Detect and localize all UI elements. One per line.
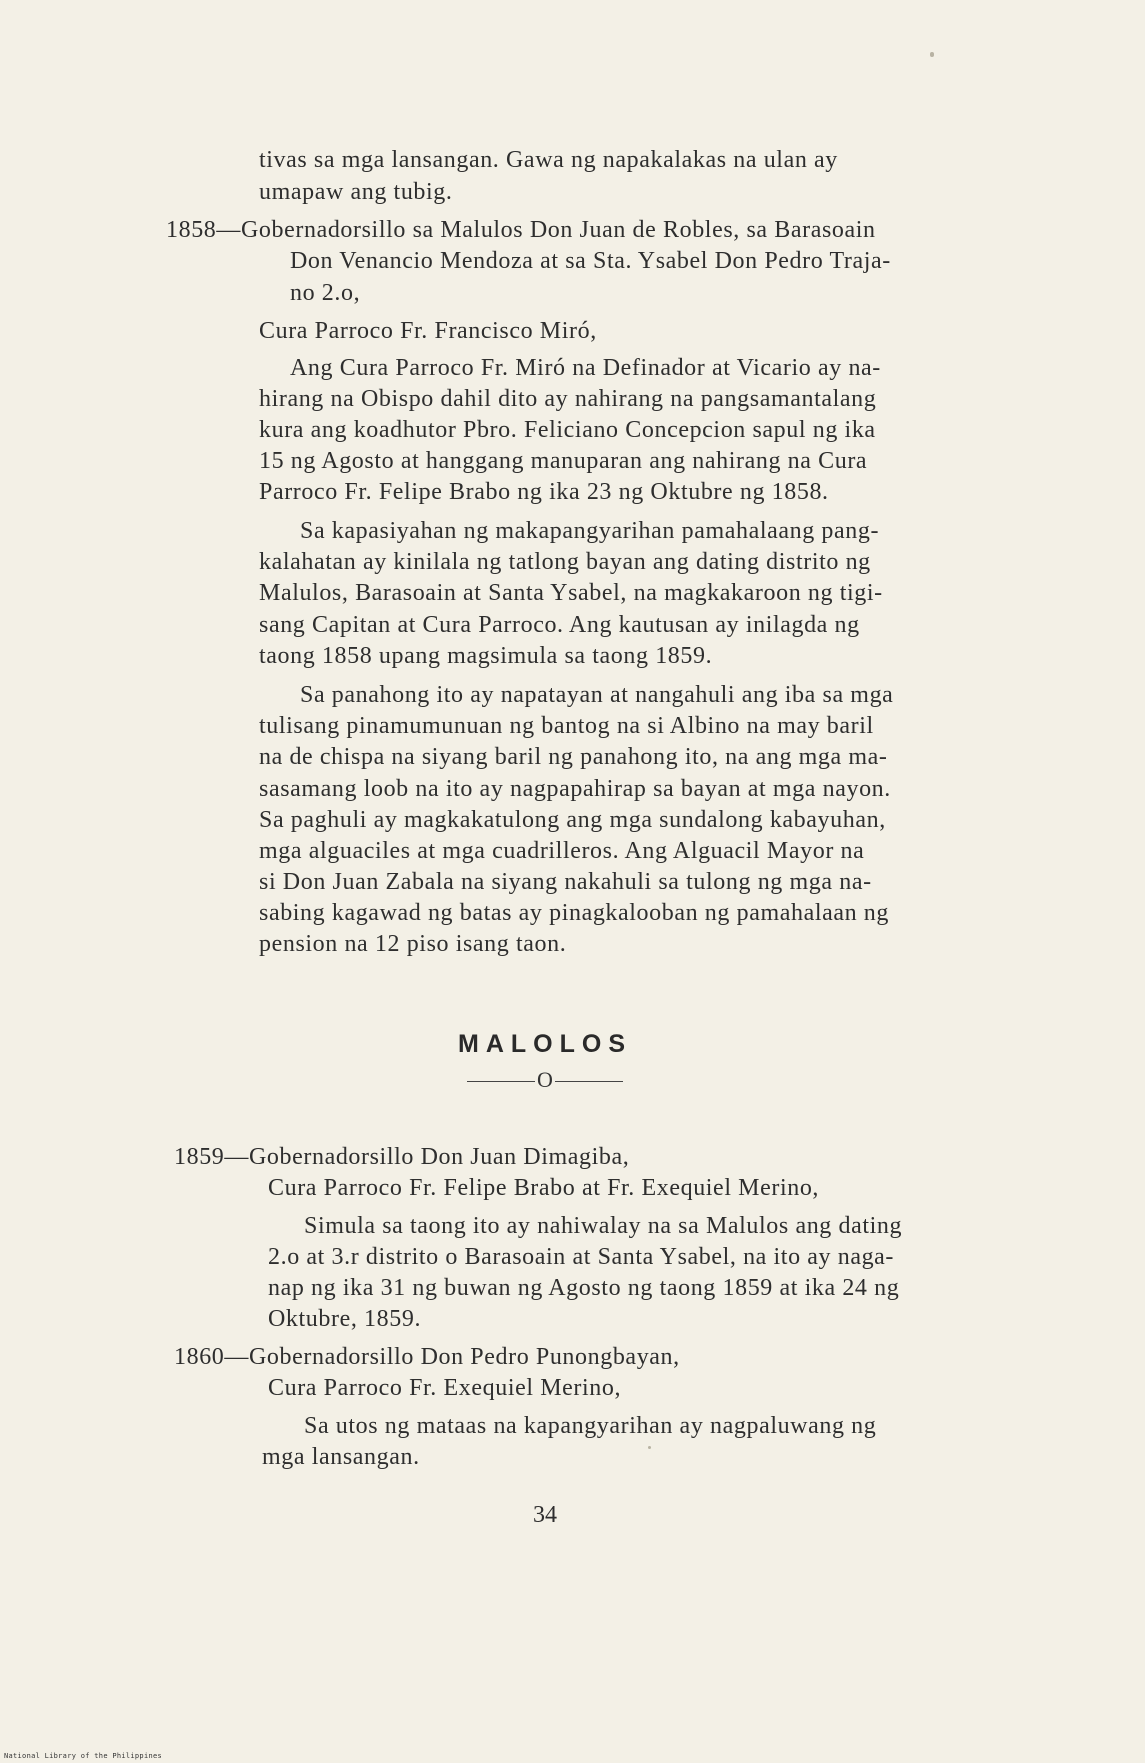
text-line: 15 ng Agosto at hanggang manuparan ang nahirang na Cura xyxy=(259,448,868,474)
text-line: no 2.o, xyxy=(290,280,361,306)
text-line: taong 1858 upang magsimula sa taong 1859. xyxy=(259,643,713,669)
text-line: mga alguaciles at mga cuadrilleros. Ang Alguacil Mayor na xyxy=(259,838,865,864)
paper-speck xyxy=(648,1446,651,1449)
text-line: hirang na Obispo dahil dito ay nahirang na pangsamantalang xyxy=(259,386,877,412)
year-entry-1860: 1860—Gobernadorsillo Don Pedro Punongbayan, xyxy=(174,1344,680,1370)
text-line: tivas sa mga lansangan. Gawa ng napakalakas na ulan ay xyxy=(259,147,838,173)
heading-ornament xyxy=(0,1067,1090,1093)
text-line: Sa utos ng mataas na kapangyarihan ay nagpaluwang ng xyxy=(304,1413,877,1439)
text-line: kura ang koadhutor Pbro. Feliciano Concepcion sapul ng ika xyxy=(259,417,876,443)
ornament-rule xyxy=(555,1081,623,1082)
text-line: 2.o at 3.r distrito o Barasoain at Santa Ysabel, na ito ay naga- xyxy=(268,1244,895,1270)
paper-speck xyxy=(930,52,934,57)
text-line: Don Venancio Mendoza at sa Sta. Ysabel Don Pedro Traja- xyxy=(290,248,891,274)
text-line: Cura Parroco Fr. Francisco Miró, xyxy=(259,318,597,344)
text-line: Sa panahong ito ay napatayan at nangahuli ang iba sa mga xyxy=(300,682,894,708)
text-line: Parroco Fr. Felipe Brabo ng ika 23 ng Oktubre ng 1858. xyxy=(259,479,829,505)
text-line: sang Capitan at Cura Parroco. Ang kautusan ay inilagda ng xyxy=(259,612,860,638)
text-line: mga lansangan. xyxy=(262,1444,420,1470)
ornament-rule xyxy=(467,1081,535,1082)
text-line: Oktubre, 1859. xyxy=(268,1306,422,1332)
text-line: Simula sa taong ito ay nahiwalay na sa Malulos ang dating xyxy=(304,1213,903,1239)
library-stamp: National Library of the Philippines xyxy=(4,1752,163,1760)
ornament-letter: O xyxy=(537,1067,553,1092)
section-heading: MALOLOS xyxy=(458,1030,632,1058)
text-line: si Don Juan Zabala na siyang nakahuli sa tulong ng mga na- xyxy=(259,869,872,895)
text-line: pension na 12 piso isang taon. xyxy=(259,931,567,957)
text-line: na de chispa na siyang baril ng panahong ito, na ang mga ma- xyxy=(259,744,888,770)
text-line: Malulos, Barasoain at Santa Ysabel, na magkakaroon ng tigi- xyxy=(259,580,883,606)
page-number: 34 xyxy=(533,1502,557,1528)
year-entry-1859: 1859—Gobernadorsillo Don Juan Dimagiba, xyxy=(174,1144,630,1170)
text-line: Sa kapasiyahan ng makapangyarihan pamahalaang pang- xyxy=(300,518,880,544)
text-line: nap ng ika 31 ng buwan ng Agosto ng taong 1859 at ika 24 ng xyxy=(268,1275,900,1301)
text-line: umapaw ang tubig. xyxy=(259,179,453,205)
text-line: Ang Cura Parroco Fr. Miró na Definador at Vicario ay na- xyxy=(290,355,881,381)
text-line: tulisang pinamumunuan ng bantog na si Albino na may baril xyxy=(259,713,874,739)
text-line: sasamang loob na ito ay nagpapahirap sa bayan at mga nayon. xyxy=(259,776,891,802)
text-line: Cura Parroco Fr. Felipe Brabo at Fr. Exequiel Merino, xyxy=(268,1175,820,1201)
year-entry-1858: 1858—Gobernadorsillo sa Malulos Don Juan de Robles, sa Barasoain xyxy=(166,217,876,243)
text-line: sabing kagawad ng batas ay pinagkalooban ng pamahalaan ng xyxy=(259,900,890,926)
text-line: Sa paghuli ay magkakatulong ang mga sundalong kabayuhan, xyxy=(259,807,886,833)
text-line: kalahatan ay kinilala ng tatlong bayan ang dating distrito ng xyxy=(259,549,871,575)
text-line: Cura Parroco Fr. Exequiel Merino, xyxy=(268,1375,622,1401)
